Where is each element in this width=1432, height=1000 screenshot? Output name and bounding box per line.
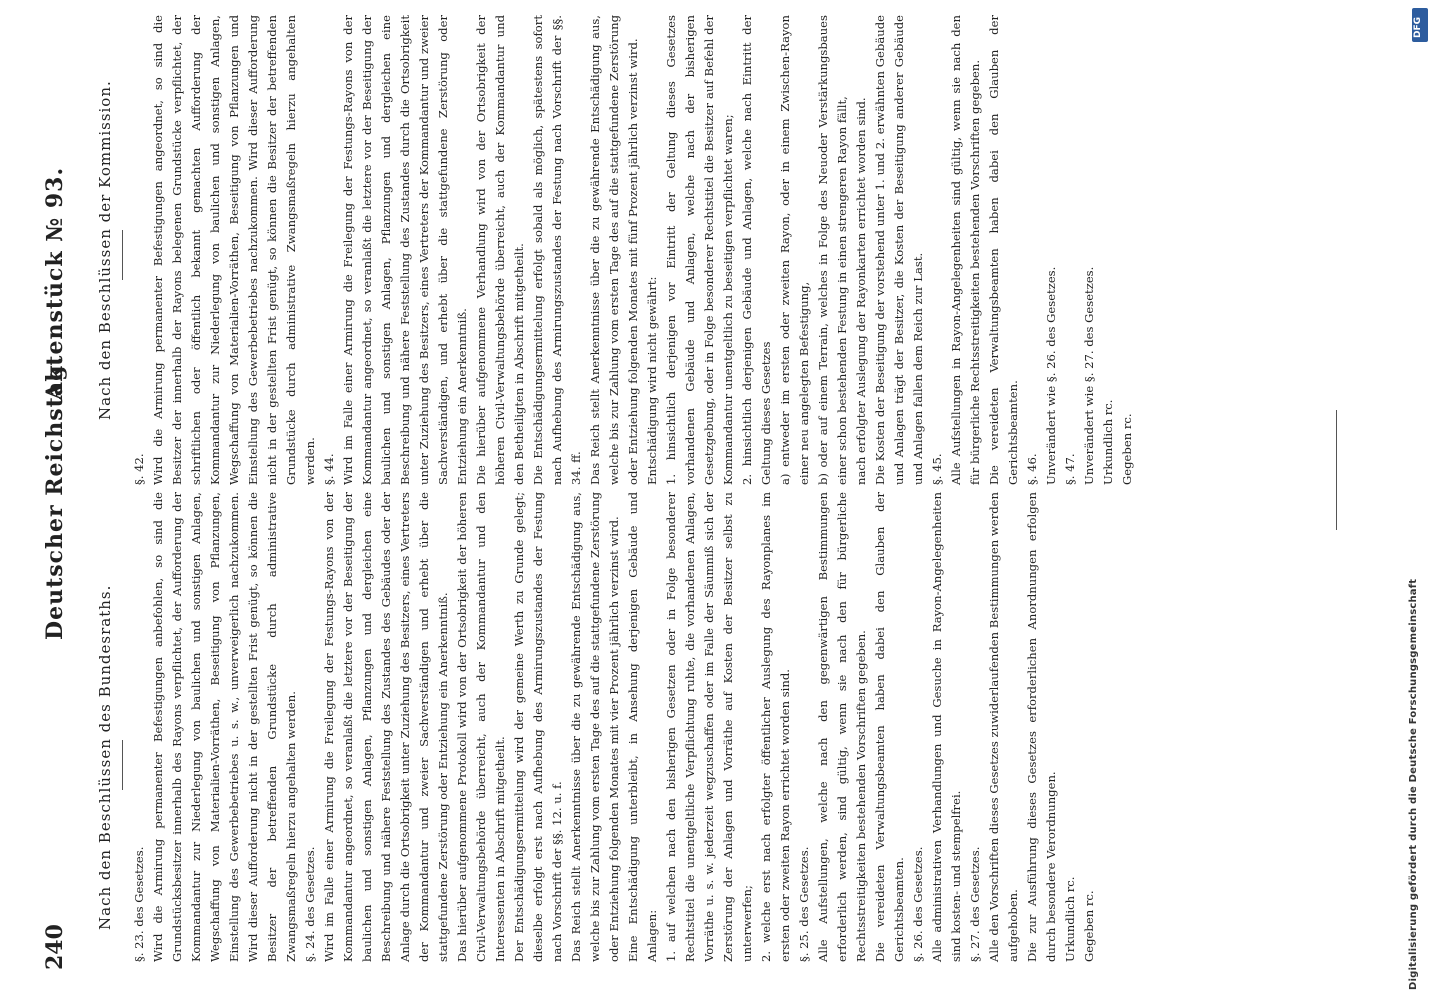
page-header xyxy=(40,30,74,970)
digitization-credit: Digitalisierung gefördert durch die Deutsche Forschungsgemeinschaft xyxy=(1408,578,1419,990)
left-column-text: §. 23. des Gesetzes. Wird die Armirung permanenter Befestigungen anbefohlen, so sind die Grundstücksbesitzer innerhalb des Rayons verpflichtet, der Aufforderung der Kommandantur zur Niederlegung von baulichen und sonstigen Anlagen, Wegschaffung von Materialien-Vorräthen, Beseitigung von Pflanzungen, Einstellung des Gewerbebetriebes u. s. w., unverweigerlich nachzukommen. Wird dieser Aufforderung nicht in der gestellten Frist genügt, so können die Besitzer der betreffenden Grundstücke durch administrative Zwangsmaßregeln hierzu angehalten werden. §. 24. des Gesetzes. Wird im Falle einer Armirung die Freilegung der Festungs-Rayons von der Kommandantur angeordnet, so veranlaßt die letztere vor der Beseitigung der baulichen und sonstigen Anlagen, Pflanzungen und dergleichen eine Beschreibung und nähere Feststellung des Zustandes des Gebäudes oder der Anlage durch die Ortsobrigkeit unter Zuziehung des Besitzers, eines Vertreters der Kommandantur und zweier Sachverständigen und erhebt über die stattgefundene Zerstörung oder Entziehung ein Anerkenntniß. Das hierüber aufgenommene Protokoll wird von der Ortsobrigkeit der höheren Civil-Verwaltungsbehörde überreicht, auch der Kommandantur und den Interessenten in Abschrift mitgetheilt. Der Entschädigungsermittelung wird der gemeine Werth zu Grunde gelegt; dieselbe erfolgt erst nach Aufhebung des Armirungszustandes der Festung nach Vorschrift der §§. 12. u. f. Das Reich stellt Anerkenntnisse über die zu gewährende Entschädigung aus, welche bis zur Zahlung vom ersten Tage des auf die stattgefundene Zerstörung oder Entziehung folgenden Monates mit vier Prozent jährlich verzinst wird. Eine Entschädigung unterbleibt, in Ansehung derjenigen Gebäude und Anlagen: 1. auf welchen nach den bisherigen Gesetzen oder in Folge besonderer Rechtstitel die unentgeltliche Verpflichtung ruhte, die vorhandenen Anlagen, Vorräthe u. s. w. jederzeit wegzuschaffen oder im Falle der Säumniß sich der Zerstörung der Anlagen und Vorräthe auf Kosten der Besitzer selbst zu unterwerfen; 2. welche erst nach erfolgter öffentlicher Auslegung des Rayonplanes im ersten oder zweiten Rayon errichtet worden sind. §. 25. des Gesetzes. Alle Aufstellungen, welche nach den gegenwärtigen Bestimmungen erforderlich werden, sind gültig, wenn sie nach den für bürgerliche Rechtsstreitigkeiten bestehenden Vorschriften gegeben. Die vereideten Verwaltungsbeamten haben dabei den Glauben der Gerichtsbeamten. §. 26. des Gesetzes. Alle administrativen Verhandlungen und Gesuche in Rayon-Angelegenheiten sind kosten- und stempelfrei. §. 27. des Gesetzes. Alle den Vorschriften dieses Gesetzes zuwiderlaufenden Bestimmungen werden aufgehoben. Die zur Ausführung dieses Gesetzes erforderlichen Anordnungen erfolgen durch besondere Verordnungen. Urkundlich rc. Gegeben rc. xyxy=(132,492,1096,962)
right-column-text: §. 42. Wird die Armirung permanenter Befestigungen angeordnet, so sind die Besitzer der innerhalb der Rayons belegenen Grundstücke verpflichtet, der schriftlichen oder öffentlich bekannt gemachten Aufforderung der Kommandantur zur Niederlegung von baulichen und sonstigen Anlagen, Wegschaffung von Materialien-Vorräthen, Beseitigung von Pflanzungen und Einstellung des Gewerbebetriebes nachzukommen. Wird dieser Aufforderung nicht in der gestellten Frist genügt, so können die Besitzer der betreffenden Grundstücke durch administrative Zwangsmaßregeln hierzu angehalten werden. §. 44. Wird im Falle einer Armirung die Freilegung der Festungs-Rayons von der Kommandantur angeordnet, so veranlaßt die letztere vor der Beseitigung der baulichen und sonstigen Anlagen, Pflanzungen und dergleichen eine Beschreibung und nähere Feststellung des Zustandes durch die Ortsobrigkeit unter Zuziehung des Besitzers, eines Vertreters der Kommandantur und zweier Sachverständigen, und erhebt über die stattgefundene Zerstörung oder Entziehung ein Anerkenntniß. Die hierüber aufgenommene Verhandlung wird von der Ortsobrigkeit der höheren Civil-Verwaltungsbehörde überreicht, auch der Kommandantur und den Betheiligten in Abschrift mitgetheilt. Die Entschädigungsermittelung erfolgt sobald als möglich, spätestens sofort nach Aufhebung des Armirungszustandes der Festung nach Vorschrift der §§. 34. ff. Das Reich stellt Anerkenntnisse über die zu gewährende Entschädigung aus, welche bis zur Zahlung vom ersten Tage des auf die stattgefundene Zerstörung oder Entziehung folgenden Monates mit fünf Prozent jährlich verzinst wird. Entschädigung wird nicht gewährt: 1. hinsichtlich derjenigen vor Eintritt der Geltung dieses Gesetzes vorhandenen Gebäude und Anlagen, welche nach der bisherigen Gesetzgebung, oder in Folge besonderer Rechtstitel die Besitzer auf Befehl der Kommandantur unentgeltlich zu beseitigen verpflichtet waren; 2. hinsichtlich derjenigen Gebäude und Anlagen, welche nach Eintritt der Geltung dieses Gesetzes a) entweder im ersten oder zweiten Rayon, oder in einem Zwischen-Rayon einer neu angelegten Befestigung, b) oder auf einem Terrain, welches in Folge des Neuoder Verstärkungsbaues einer schon bestehenden Festung in einen strengeren Rayon fällt, nach erfolgter Auslegung der Rayonkarten errichtet worden sind. Die Kosten der Beseitigung der vorstehend unter 1. und 2. erwähnten Gebäude und Anlagen trägt der Besitzer, die Kosten der Beseitigung anderer Gebäude und Anlagen fallen dem Reich zur Last. §. 45. Alle Aufstellungen in Rayon-Angelegenheiten sind gültig, wenn sie nach den für bürgerliche Rechtsstreitigkeiten bestehenden Vorschriften gegeben. Die vereideten Verwaltungsbeamten haben dabei den Glauben der Gerichtsbeamten. §. 46. Unverändert wie §. 26. des Gesetzes. §. 47. Unverändert wie §. 27. des Gesetzes. Urkundlich rc. Gegeben rc. xyxy=(132,15,1134,485)
page-number: 240 xyxy=(42,924,68,970)
appendix-number: Aktenstück № 93. xyxy=(42,166,68,400)
right-column-heading: Nach den Beschlüssen der Kommission. xyxy=(96,80,114,420)
journal-title: Deutscher Reichstag. xyxy=(42,355,68,640)
left-heading-rule xyxy=(122,740,123,790)
left-column-heading: Nach den Beschlüssen des Bundesraths. xyxy=(96,584,114,930)
end-rule xyxy=(1336,410,1337,530)
dfg-logo-text: DFG xyxy=(1413,16,1423,38)
right-heading-rule xyxy=(122,230,123,280)
dfg-logo xyxy=(1412,8,1428,42)
